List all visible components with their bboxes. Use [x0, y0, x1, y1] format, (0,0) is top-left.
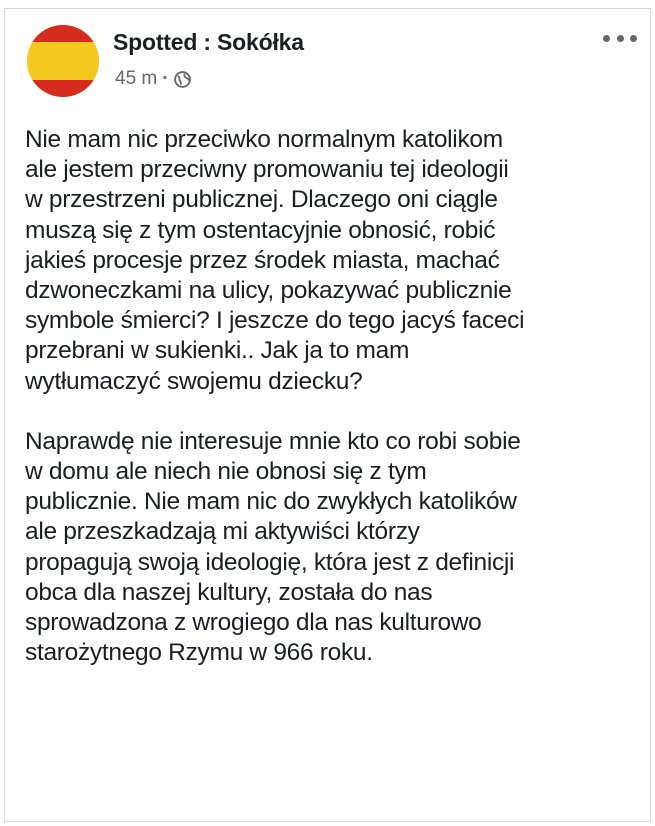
post-card — [4, 8, 651, 822]
more-dot — [630, 35, 637, 42]
globe-icon[interactable] — [174, 71, 191, 88]
post-header — [27, 21, 637, 97]
page-avatar[interactable] — [27, 25, 99, 97]
more-dot — [617, 35, 624, 42]
page-name-link[interactable]: Spotted : Sokółka — [113, 29, 304, 55]
post-time[interactable]: 45 m — [115, 68, 158, 89]
more-dot — [603, 35, 610, 42]
more-options-icon[interactable] — [603, 31, 637, 45]
post-paragraph: Naprawdę nie interesuje mnie kto co robi sobie w domu ale niech nie obnosi się z tym publicznie. Nie mam nic do zwykłych katolików ale przeszkadzają mi aktywiści którzy propagują swoją ideologię, która jest z definicji obca dla naszej kultury, została do nas sprowadzona z wrogiego dla nas kulturowo starożytnego Rzymu w 966 roku. — [25, 427, 521, 667]
post-text — [25, 125, 645, 668]
meta-separator: · — [162, 68, 169, 89]
post-meta — [115, 68, 191, 90]
post-paragraph: Nie mam nic przeciwko normalnym katolikom ale jestem przeciwny promowaniu tej ideologii w przestrzeni publicznej. Dlaczego oni ciągle muszą się z tym ostentacyjnie obnosić, robić jakieś procesje przez środek miasta, machać dzwoneczkami na ulicy, pokazywać publicznie symbole śmierci? I jeszcze do tego jacyś faceci przebrani w sukienki.. Jak ja to mam wytłumaczyć swojemu dziecku? — [25, 126, 525, 395]
avatar-flag-icon — [27, 25, 99, 97]
